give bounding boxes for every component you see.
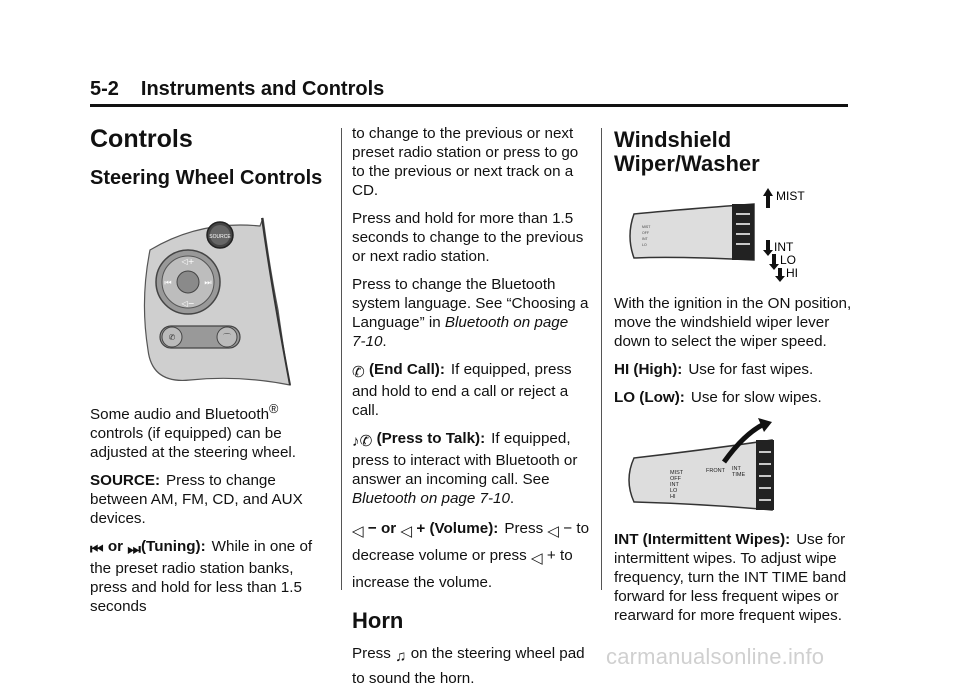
wiper-lever-figure-2 — [614, 416, 854, 520]
page-number: 5-2 — [90, 78, 119, 100]
para-horn: Press ♫ on the steering wheel pad to sound the horn. — [352, 645, 585, 687]
lever-lo: LO — [670, 488, 678, 494]
horn-icon: ♫ — [395, 648, 407, 665]
column-divider-1 — [341, 128, 342, 590]
seek-back-icon[interactable]: ⏮ — [164, 278, 172, 287]
para-push-to-talk: ♪✆ (Press to Talk): If equipped, press to interact with Bluetooth or answer an incoming call. See Bluetooth on page 7‑10. — [352, 430, 578, 507]
phone-icon: ✆ — [359, 433, 373, 450]
hangup-icon: ⌒ — [223, 333, 231, 342]
heading-horn: Horn — [352, 608, 404, 633]
lever-int2: INT — [732, 466, 741, 472]
heading-steering-wheel-controls: Steering Wheel Controls — [90, 167, 323, 189]
header-rule — [90, 104, 848, 107]
para-lo: LO (Low): Use for slow wipes. — [614, 389, 822, 406]
end-call-icon: ✆ — [352, 364, 365, 381]
volume-icon: ◁ — [547, 523, 560, 540]
lever-off: OFF — [670, 476, 681, 482]
heading-windshield-wiper-washer: Windshield Wiper/Washer — [614, 127, 760, 176]
volume-up-icon[interactable]: ◁+ — [181, 257, 195, 266]
lever-front: FRONT — [706, 468, 725, 474]
para-ignition: With the ignition in the ON position, move the windshield wiper lever down to select the wiper speed. — [614, 295, 852, 350]
para-source: SOURCE: Press to change between AM, FM, CD, and AUX devices. — [90, 472, 303, 528]
source-label: SOURCE — [209, 234, 231, 240]
phone-icon: ✆ — [168, 333, 176, 342]
column-divider-2 — [601, 128, 602, 590]
volume-icon: ◁ — [530, 550, 543, 567]
seek-forward-icon[interactable]: ⏭ — [204, 278, 212, 287]
volume-icon: ◁ — [352, 523, 364, 540]
section-title: Instruments and Controls — [140, 78, 385, 100]
para-press-hold: Press and hold for more than 1.5 seconds to change to the previous or next radio station. — [352, 210, 584, 265]
para-hi: HI (High): Use for fast wipes. — [614, 361, 814, 378]
hi-label: HI — [786, 266, 798, 280]
seek-back-icon: ⏮ — [90, 541, 104, 559]
lever-int: INT — [670, 482, 679, 488]
svg-text:INT: INT — [642, 237, 648, 241]
para-intro: Some audio and Bluetooth® controls (if equipped) can be adjusted at the steering wheel. — [90, 402, 297, 462]
steering-wheel-controls-figure — [90, 200, 330, 390]
para-tuning: ⏮ or ⏭(Tuning): While in one of the preset radio station banks, press and hold for less than 1.5 seconds — [90, 538, 313, 616]
column-1 — [90, 124, 330, 625]
column-3 — [614, 124, 854, 634]
lever-mist: MIST — [670, 470, 684, 476]
seek-forward-icon: ⏭ — [127, 541, 141, 559]
para-int: INT (Intermittent Wipes): Use for intermittent wipes. To adjust wipe frequency, turn the INT TIME band forward for less frequent wipes or rearward for more frequent wipes. — [614, 531, 847, 624]
page-header — [90, 78, 384, 101]
mist-label: MIST — [776, 189, 805, 203]
para-volume: ◁ − or ◁ + (Volume): Press ◁ − to decrease volume or press ◁ + to increase the volume. — [352, 520, 590, 591]
lever-hi: HI — [670, 494, 676, 500]
para-end-call: ✆ (End Call): If equipped, press and hold to end a call or reject a call. — [352, 361, 572, 419]
svg-text:LO: LO — [642, 243, 647, 247]
para-cont: to change to the previous or next preset radio station or press to go to the previous or next track on a CD. — [352, 125, 579, 199]
watermark: carmanualsonline.info — [606, 644, 825, 669]
wiper-lever-figure-1 — [614, 184, 854, 284]
svg-text:OFF: OFF — [642, 231, 649, 235]
heading-controls: Controls — [90, 125, 193, 153]
para-language: Press to change the Bluetooth system language. See “Choosing a Language” in Bluetooth on page 7‑10. — [352, 276, 589, 350]
volume-icon: ◁ — [400, 523, 413, 540]
volume-down-icon[interactable]: ◁− — [181, 299, 195, 308]
lo-label: LO — [780, 253, 797, 267]
lever-time: TIME — [732, 472, 746, 478]
voice-icon: ♪ — [352, 433, 360, 450]
column-2 — [352, 124, 592, 699]
int-label: INT — [774, 240, 794, 254]
svg-text:MIST: MIST — [642, 225, 651, 229]
